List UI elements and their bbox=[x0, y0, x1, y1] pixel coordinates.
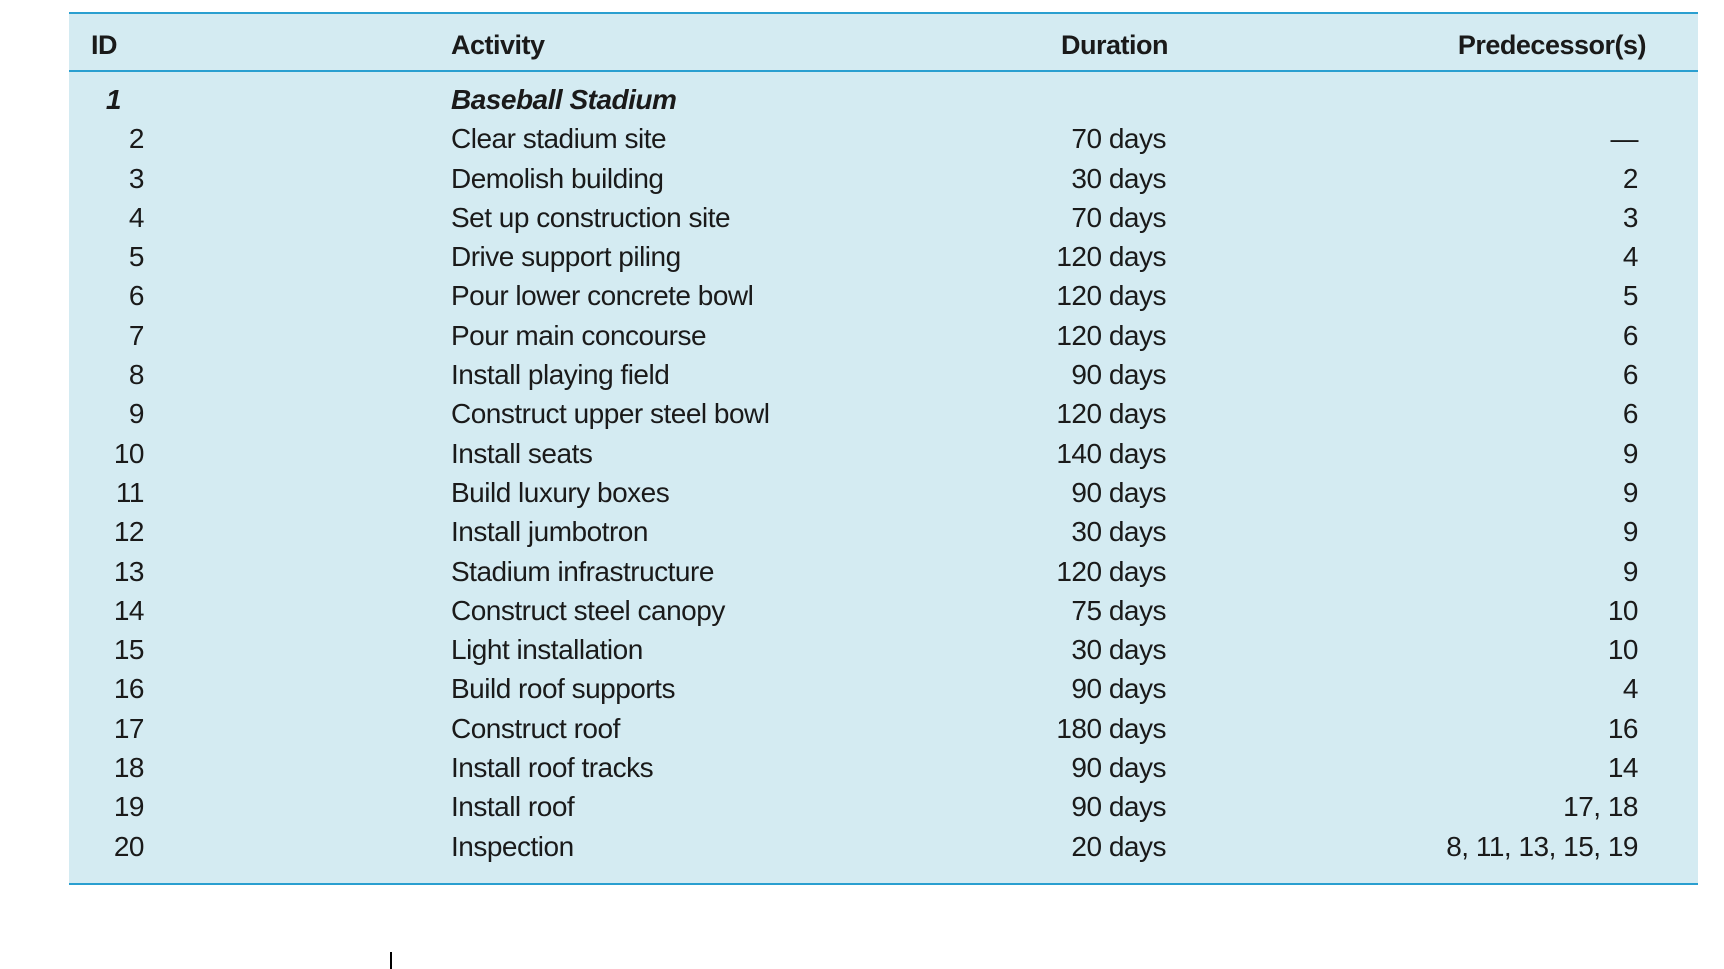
cell-predecessors: 9 bbox=[1622, 516, 1638, 548]
table-row bbox=[69, 473, 1698, 512]
table-row bbox=[69, 394, 1698, 433]
table-row bbox=[69, 591, 1698, 630]
cell-activity: Stadium infrastructure bbox=[451, 555, 714, 587]
cell-duration: 30 days bbox=[1071, 634, 1166, 666]
cell-predecessors: 6 bbox=[1622, 359, 1638, 391]
header-predecessors: Predecessor(s) bbox=[1457, 30, 1646, 60]
cell-duration: 30 days bbox=[1071, 516, 1166, 548]
cell-predecessors: 9 bbox=[1622, 437, 1638, 469]
table-body bbox=[69, 80, 1698, 866]
cell-predecessors: 2 bbox=[1622, 162, 1638, 194]
cell-duration: 30 days bbox=[1071, 162, 1166, 194]
cell-id: 10 bbox=[113, 437, 144, 469]
cell-duration: 75 days bbox=[1071, 594, 1166, 626]
cell-id: 13 bbox=[113, 555, 144, 587]
cell-duration: 90 days bbox=[1071, 752, 1166, 784]
cell-id: 19 bbox=[113, 791, 144, 823]
table-row bbox=[69, 748, 1698, 787]
cell-activity: Build luxury boxes bbox=[451, 476, 670, 508]
cell-predecessors: 3 bbox=[1622, 201, 1638, 233]
cell-predecessors: 4 bbox=[1622, 241, 1638, 273]
cell-duration: 20 days bbox=[1071, 830, 1166, 862]
table-row bbox=[69, 512, 1698, 551]
table-row bbox=[69, 827, 1698, 866]
cell-duration: 120 days bbox=[1056, 398, 1166, 430]
cell-predecessors: 5 bbox=[1622, 280, 1638, 312]
cell-id: 14 bbox=[113, 594, 144, 626]
cell-activity: Set up construction site bbox=[451, 201, 731, 233]
table-row bbox=[69, 276, 1698, 315]
cell-activity: Light installation bbox=[451, 634, 643, 666]
cell-activity: Build roof supports bbox=[451, 673, 675, 705]
cell-id: 16 bbox=[113, 673, 144, 705]
cell-predecessors: 6 bbox=[1622, 398, 1638, 430]
table-row bbox=[69, 709, 1698, 748]
cell-predecessors: — bbox=[1610, 123, 1638, 155]
cell-activity: Install playing field bbox=[451, 359, 670, 391]
header-duration: Duration bbox=[1061, 30, 1168, 60]
table-header-row bbox=[69, 14, 1698, 72]
text-cursor bbox=[390, 952, 392, 969]
table-row bbox=[69, 787, 1698, 826]
cell-duration: 90 days bbox=[1071, 791, 1166, 823]
cell-activity: Clear stadium site bbox=[451, 123, 667, 155]
table-row bbox=[69, 198, 1698, 237]
cell-predecessors: 16 bbox=[1607, 712, 1638, 744]
cell-id: 12 bbox=[113, 516, 144, 548]
cell-duration: 120 days bbox=[1056, 241, 1166, 273]
activity-table bbox=[69, 12, 1698, 885]
cell-activity: Demolish building bbox=[451, 162, 664, 194]
cell-activity: Drive support piling bbox=[451, 241, 681, 273]
cell-duration: 120 days bbox=[1056, 555, 1166, 587]
cell-duration: 120 days bbox=[1056, 319, 1166, 351]
cell-activity: Pour lower concrete bowl bbox=[451, 280, 754, 312]
cell-activity: Install seats bbox=[451, 437, 593, 469]
cell-predecessors: 9 bbox=[1622, 476, 1638, 508]
cell-id: 17 bbox=[113, 712, 144, 744]
table-row bbox=[69, 552, 1698, 591]
cell-predecessors: 6 bbox=[1622, 319, 1638, 351]
cell-id: 2 bbox=[128, 123, 144, 155]
cell-id: 11 bbox=[115, 476, 144, 508]
cell-predecessors: 10 bbox=[1607, 634, 1638, 666]
cell-predecessors: 10 bbox=[1607, 594, 1638, 626]
cell-activity: Inspection bbox=[451, 830, 574, 862]
cell-activity: Install roof bbox=[451, 791, 575, 823]
table-row bbox=[69, 630, 1698, 669]
cell-duration: 90 days bbox=[1071, 476, 1166, 508]
cell-duration: 70 days bbox=[1071, 123, 1166, 155]
cell-duration: 140 days bbox=[1056, 437, 1166, 469]
cell-predecessors: 8, 11, 13, 15, 19 bbox=[1446, 830, 1638, 862]
table-row bbox=[69, 159, 1698, 198]
cell-id: 4 bbox=[128, 201, 144, 233]
cell-activity: Construct steel canopy bbox=[451, 594, 725, 626]
cell-activity: Install jumbotron bbox=[451, 516, 648, 548]
cell-id: 9 bbox=[128, 398, 144, 430]
cell-predecessors: 14 bbox=[1607, 752, 1638, 784]
cell-duration: 120 days bbox=[1056, 280, 1166, 312]
cell-predecessors: 4 bbox=[1622, 673, 1638, 705]
cell-activity: Pour main concourse bbox=[451, 319, 707, 351]
cell-id: 18 bbox=[113, 752, 144, 784]
table-row bbox=[69, 119, 1698, 158]
cell-id: 3 bbox=[128, 162, 144, 194]
cell-activity: Construct upper steel bowl bbox=[451, 398, 770, 430]
header-id: ID bbox=[91, 30, 117, 60]
table-row bbox=[69, 434, 1698, 473]
cell-duration: 90 days bbox=[1071, 359, 1166, 391]
cell-id: 1 bbox=[105, 84, 121, 115]
header-activity: Activity bbox=[451, 30, 545, 60]
cell-predecessors: 9 bbox=[1622, 555, 1638, 587]
cell-id: 6 bbox=[128, 280, 144, 312]
cell-id: 8 bbox=[128, 359, 144, 391]
cell-duration: 90 days bbox=[1071, 673, 1166, 705]
cell-activity: Construct roof bbox=[451, 712, 620, 744]
cell-id: 7 bbox=[128, 319, 144, 351]
summary-row bbox=[69, 80, 1698, 119]
table-row bbox=[69, 355, 1698, 394]
table-row bbox=[69, 316, 1698, 355]
table-row bbox=[69, 669, 1698, 708]
cell-id: 5 bbox=[128, 241, 144, 273]
cell-activity: Baseball Stadium bbox=[451, 84, 677, 115]
cell-id: 15 bbox=[113, 634, 144, 666]
table-row bbox=[69, 237, 1698, 276]
cell-predecessors: 17, 18 bbox=[1563, 791, 1638, 823]
cell-activity: Install roof tracks bbox=[451, 752, 654, 784]
cell-duration: 180 days bbox=[1056, 712, 1166, 744]
cell-duration: 70 days bbox=[1071, 201, 1166, 233]
cell-id: 20 bbox=[113, 830, 144, 862]
